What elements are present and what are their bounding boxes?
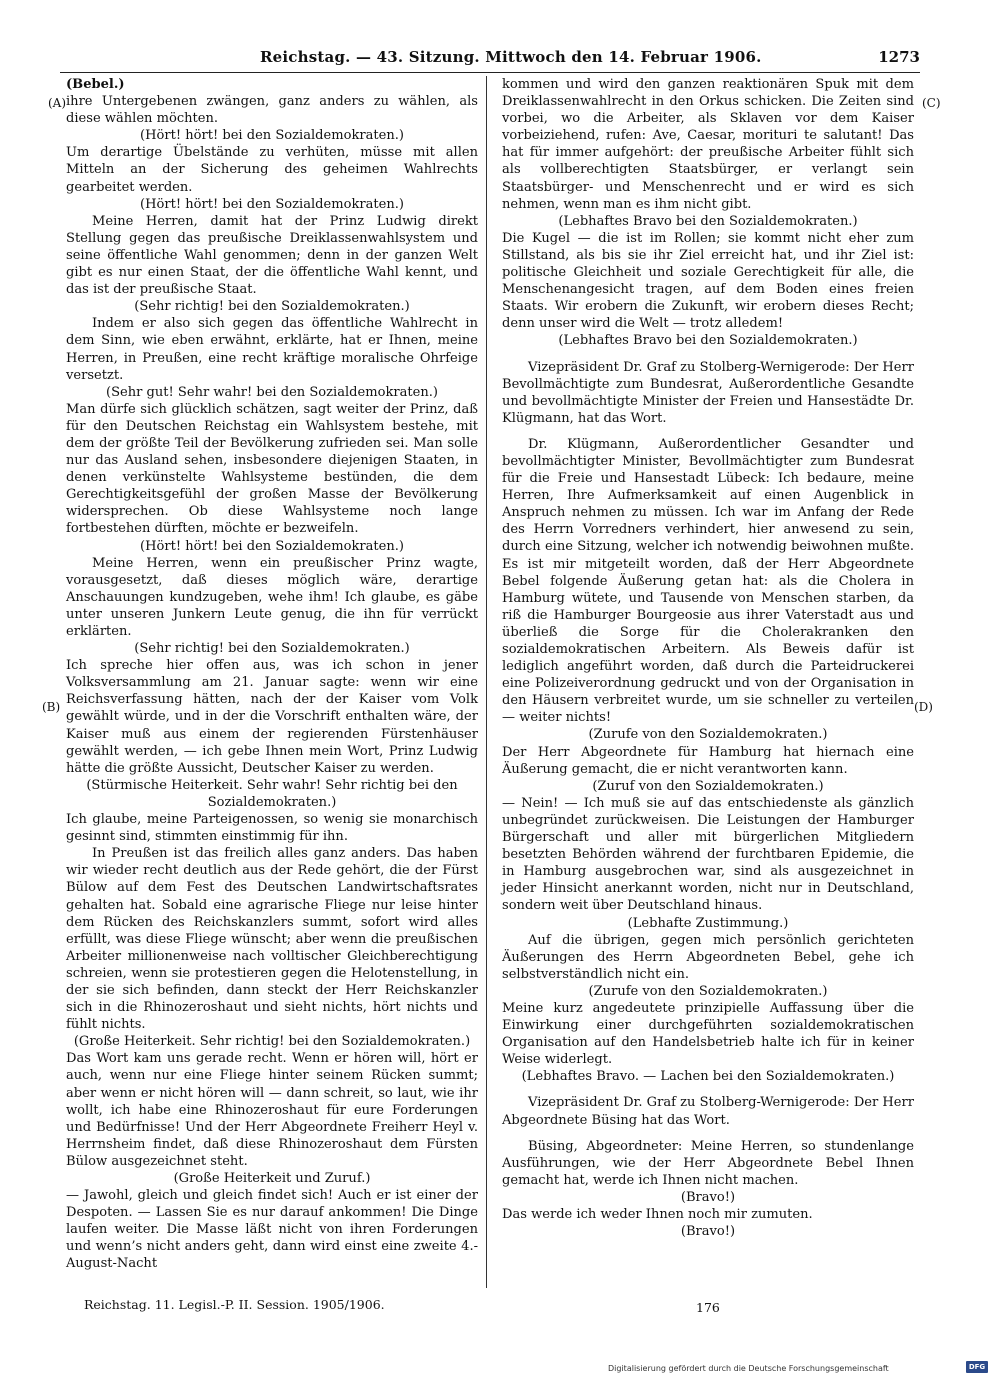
paragraph: Ich glaube, meine Parteigenossen, so wenig sie monarchisch gesinnt sind, stimmten einstimmig für ihn. [66,812,478,845]
margin-marker-a: (A) [48,96,67,110]
interjection: (Lebhafte Zustimmung.) [627,915,789,931]
text-column-right [502,76,914,1240]
paragraph: In Preußen ist das freilich alles ganz anders. Das haben wir wieder recht deutlich aus der Rede gehört, die der Fürst Bülow auf dem Fest des Deutschen Landwirtschaftsrates gehalten hat. Sobald eine agrarische Fliege nur leise hinter dem Rücken des Reichskanzlers summt, sofort wird alles erfüllt, was diese Fliege wünscht; aber wenn die preußischen Arbeiter millionenweise nach volltischer Gleichberechtigung schreien, wenn sie protestieren gegen die Helotenstellung, in der sie sich befinden, dann steckt der Herr Reichskanzler sich in die Rhinozeroshaut und sieht nichts, hört nichts und fühlt nichts. [66,846,478,1033]
paragraph: kommen und wird den ganzen reaktionären Spuk mit dem Dreiklassenwahlrecht in den Orkus schicken. Die Zeiten sind vorbei, wo die Arbeiter, als Sklaven vor dem Kaiser vorbeiziehend, rufen: Ave, Caesar, morituri te salutant! Das hat für immer aufgehört: der preußische Arbeiter fühlt sich als vollberechtigten Staatsbürger, er verlangt sein Staatsbürger- und Menschenrecht und er wird es sich nehmen, wenn man es ihm nicht gibt. [502,77,914,212]
paragraph: Der Herr Abgeordnete für Hamburg hat hiernach eine Äußerung gemacht, die er nicht verantworten kann. [502,744,914,777]
interjection: (Bravo!) [680,1224,736,1240]
paragraph: Um derartige Übelstände zu verhüten, müsse mit allen Mitteln an der Sicherung des geheimen Wahlrechts gearbeitet werden. [66,145,478,195]
paragraph: Meine Herren, wenn ein preußischer Prinz wagte, vorausgesetzt, daß dieses möglich wäre, derartige Anschauungen kundzugeben, wehe ihm! Ich glaube, es gäbe unter unseren Junkern Leute genug, die ihn für verrückt erklärten. [66,555,478,639]
interjection: (Lebhaftes Bravo bei den Sozialdemokraten.) [558,213,858,229]
paragraph-gap [502,427,914,436]
interjection: (Große Heiterkeit und Zuruf.) [173,1171,371,1186]
paragraph: Man dürfe sich glücklich schätzen, sagt weiter der Prinz, daß für den Deutschen Reichstag ein Wahlsystem bestehe, mit dem der größte Teil der Bevölkerung zufrieden sei. Man solle nur das Ausland sehen, insbesondere diejenigen Staaten, in denen verkünstelte Wahlsysteme bestünden, die dem Gerechtigkeitsgefühl der großen Masse der Bevölkerung widersprechen. Ob diese Wahlsysteme noch lange fortbestehen dürften, möchte er bezweifeln. [66,401,478,537]
paragraph-gap [502,1129,914,1138]
interjection: (Große Heiterkeit. Sehr richtig! bei den Sozialdemokraten.) [73,1034,471,1050]
paragraph-gap [502,350,914,359]
interjection: (Hört! hört! bei den Sozialdemokraten.) [140,196,404,212]
paragraph-gap [502,1085,914,1094]
paragraph: Vizepräsident Dr. Graf zu Stolberg-Wernigerode: Der Herr Bevollmächtigte zum Bundesrat, Außerordentliche Gesandte und bevollmächtigte Minister der Freien und Hansestädte Dr. Klügmann, hat das Wort. [502,359,914,426]
interjection: (Zurufe von den Sozialdemokraten.) [588,983,828,999]
interjection: (Bravo!) [680,1189,736,1205]
digitization-credit: Digitalisierung gefördert durch die Deutsche Forschungsgemeinschaft [608,1364,889,1373]
margin-marker-c: (C) [922,96,941,110]
paragraph: Indem er also sich gegen das öffentliche Wahlrecht in dem Sinn, wie eben erwähnt, erklärte, hat er Ihnen, meine Herren, in Preußen, eine recht kräftige moralische Ohrfeige versetzt. [66,316,478,383]
footer-session-line: Reichstag. 11. Legisl.-P. II. Session. 1905/1906. [84,1297,385,1312]
paragraph: — Jawohl, gleich und gleich findet sich! Auch er ist einer der Despoten. — Lassen Sie es nur darauf ankommen! Die Dinge laufen weiter. Die Masse läßt nicht von ihren Forderungen und wenn’s nicht anders geht, dann wird einst eine zweite 4.-August-Nacht [66,1188,478,1272]
page-header [60,48,920,72]
interjection: (Zuruf von den Sozialdemokraten.) [592,778,824,794]
column-divider [486,76,487,1288]
interjection: (Lebhaftes Bravo. — Lachen bei den Sozialdemokraten.) [521,1069,895,1085]
running-title: Reichstag. — 43. Sitzung. Mittwoch den 14. Februar 1906. [260,48,762,66]
interjection: (Stürmische Heiterkeit. Sehr wahr! Sehr richtig bei den Sozialdemokraten.) [86,777,458,810]
interjection: (Sehr gut! Sehr wahr! bei den Sozialdemokraten.) [106,384,438,400]
footer-signature-number: 176 [696,1300,720,1315]
dfg-logo: DFG [966,1361,988,1373]
paragraph: Meine Herren, damit hat der Prinz Ludwig direkt Stellung gegen das preußische Dreiklassenwahlsystem und seine öffentliche Wahl genommen; denn in der ganzen Welt gibt es nur einen Staat, der die öffentliche Wahl kennt, und das ist der preußische Staat. [66,213,478,298]
text-column-left [66,76,478,1273]
margin-marker-d: (D) [914,700,933,714]
margin-marker-b: (B) [42,700,61,714]
paragraph: Das Wort kam uns gerade recht. Wenn er hören will, hört er auch, wenn nur eine Fliege hinter seinem Rücken summt; aber wenn er nicht hören will — dann schreit, so laut, wie ihr wollt, ich habe eine Rhinozeroshaut für eure Forderungen und Bedürfnisse! Und der Herr Abgeordnete Freiherr Heyl v. Herrnsheim findet, daß diese Rhinozeroshaut dem Fürsten Bülow ausgezeichnet steht. [66,1051,478,1169]
interjection: (Hört! hört! bei den Sozialdemokraten.) [140,128,404,144]
paragraph: Auf die übrigen, gegen mich persönlich gerichteten Äußerungen des Herrn Abgeordneten Bebel, gehe ich selbstverständlich nicht ein. [502,932,914,982]
header-rule [60,72,920,73]
interjection: (Hört! hört! bei den Sozialdemokraten.) [140,538,404,554]
paragraph: (Bebel.) [66,77,125,92]
interjection: (Sehr richtig! bei den Sozialdemokraten.) [134,299,410,315]
paragraph: Büsing, Abgeordneter: Meine Herren, so stundenlange Ausführungen, wie der Herr Abgeordnete Bebel Ihnen gemacht hat, werde ich Ihnen nicht machen. [502,1138,914,1188]
interjection: (Zurufe von den Sozialdemokraten.) [588,727,828,743]
paragraph: Vizepräsident Dr. Graf zu Stolberg-Wernigerode: Der Herr Abgeordnete Büsing hat das Wort. [502,1095,914,1128]
paragraph: Ich spreche hier offen aus, was ich schon in jener Volksversammlung am 21. Januar sagte: wenn wir eine Reichsverfassung hätten, nach der der Kaiser vom Volk gewählt würde, und in der die Vorschrift enthalten wäre, der Kaiser muß aus einem der regierenden Fürstenhäuser gewählt werden, — ich gebe Ihnen mein Wort, Prinz Ludwig hätte die größte Aussicht, Deutscher Kaiser zu werden. [66,658,478,776]
paragraph: Dr. Klügmann, Außerordentlicher Gesandter und bevollmächtigter Minister, Bevollmächtigter zum Bundesrat für die Freie und Hansestadt Lübeck: Ich bedaure, meine Herren, Ihre Aufmerksamkeit auf einen Augenblick in Anspruch nehmen zu müssen. Ich war im Anfang der Rede des Herrn Vorredners verhindert, hier anwesend zu sein, durch eine Sitzung, welcher ich notwendig beiwohnen mußte. Es ist mir mitgeteilt worden, daß der Herr Abgeordnete Bebel folgende Äußerung getan hat: als die Cholera in Hamburg wütete, und Tausende von Menschen starben, da riß die Hamburger Bourgeosie aus ihrer Vaterstadt aus und überließ die Sorge für die Cholerakranken den sozialdemokratischen Arbeitern. Als Beweis dafür ist lediglich angeführt worden, daß durch die Parteidruckerei eine Polizeiverordnung gedruckt und von der Organisation in den Häusern verbreitet wurde, um sie schneller zu verteilen — weiter nichts! [502,436,914,726]
paragraph: — Nein! — Ich muß sie auf das entschiedenste als gänzlich unbegründet zurückweisen. Die Leistungen der Hamburger Bürgerschaft und aller mit bürgerlichen Mitgliedern besetzten Behörden während der furchtbaren Epidemie, die in Hamburg ausgebrochen war, sind als ausgezeichnet in jeder Hinsicht anerkannt worden, nicht nur in Deutschland, sondern weit über Deutschland hinaus. [502,795,914,914]
page-number: 1273 [878,48,920,66]
paragraph: ihre Untergebenen zwängen, ganz anders zu wählen, als diese wählen möchten. [66,94,478,127]
interjection: (Sehr richtig! bei den Sozialdemokraten.) [134,641,410,657]
interjection: (Lebhaftes Bravo bei den Sozialdemokraten.) [558,333,858,349]
paragraph: Meine kurz angedeutete prinzipielle Auffassung über die Einwirkung einer durchgeführten sozialdemokratischen Organisation auf den Handelsbetrieb halte ich für in keiner Weise widerlegt. [502,1000,914,1068]
paragraph: Die Kugel — die ist im Rollen; sie kommt nicht eher zum Stillstand, als bis sie ihr Ziel erreicht hat, und ihr Ziel ist: politische Gleichheit und soziale Gerechtigkeit für alle, die Menschenangesicht tragen, auf dem Boden eines freien Staats. Wir erobern die Zukunft, wir erobern dieses Recht; denn unser wird die Welt — trotz alledem! [502,230,914,332]
paragraph: Das werde ich weder Ihnen noch mir zumuten. [502,1207,813,1222]
